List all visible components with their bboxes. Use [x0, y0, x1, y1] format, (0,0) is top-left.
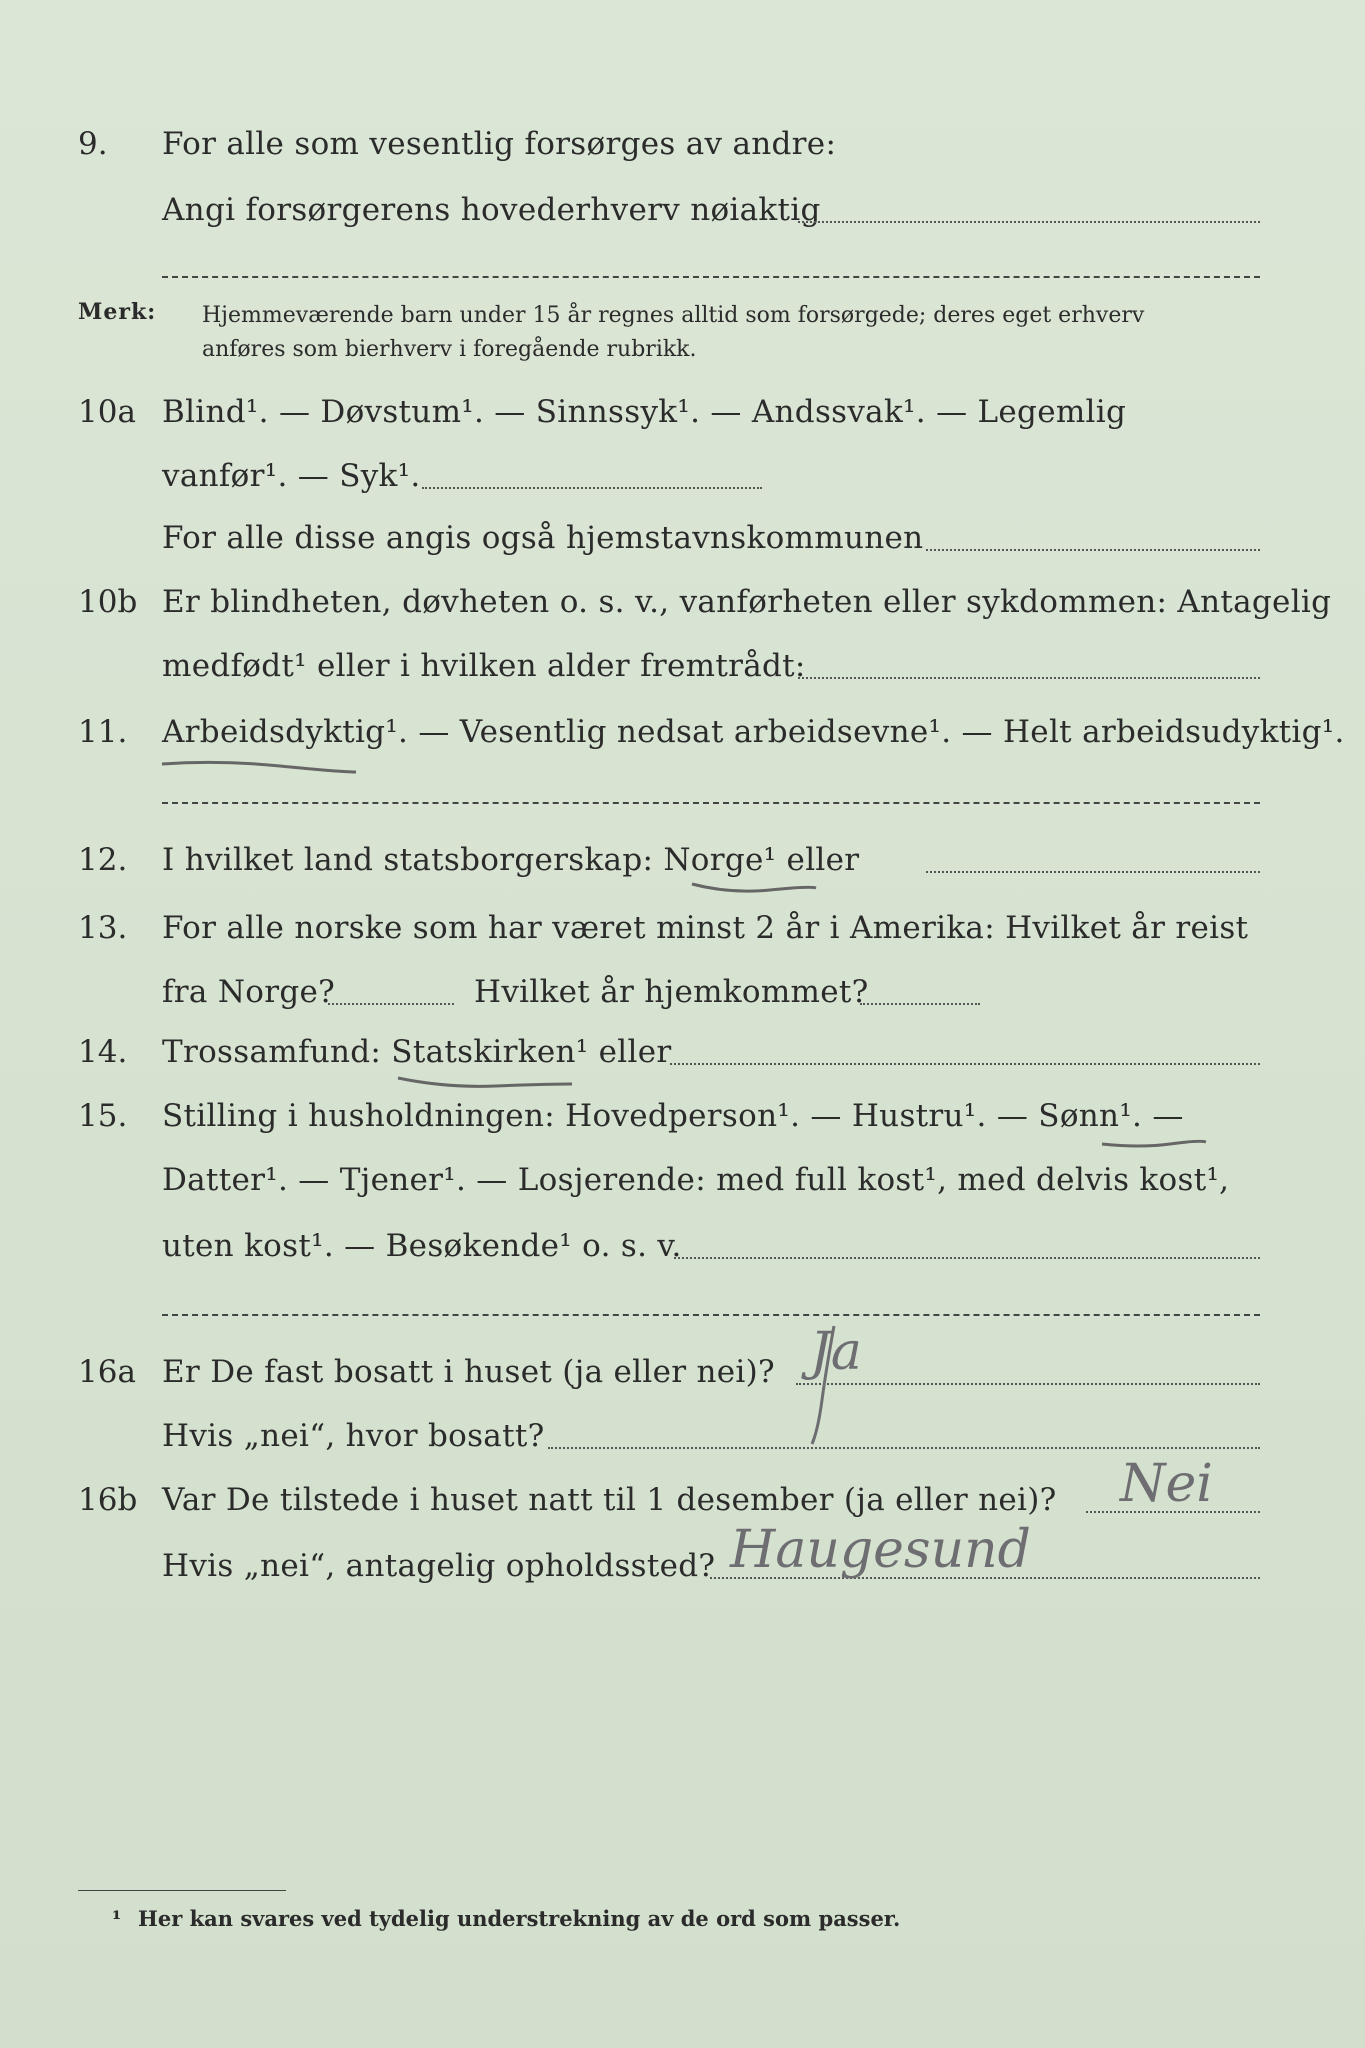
q11-number: 11. — [78, 714, 128, 750]
q10a-home-line — [926, 549, 1260, 551]
q15-number: 15. — [78, 1098, 128, 1134]
q14-handwritten-underline — [396, 1074, 576, 1090]
q16a-line2: Hvis „nei“, hvor bosatt? — [162, 1418, 545, 1454]
q16a-handwritten-stroke — [804, 1320, 844, 1450]
q11-handwritten-underline — [160, 756, 360, 776]
merk-label: Merk: — [78, 299, 157, 325]
q16b-line1: Var De tilstede i huset natt til 1 desember (ja eller nei)? — [162, 1482, 1057, 1518]
q12-handwritten-underline — [690, 880, 820, 896]
q15-separator — [162, 1314, 1260, 1316]
q13-hjemkommet-line — [860, 1003, 980, 1005]
q16b-handwritten-answer: Nei — [1120, 1454, 1213, 1514]
q16b-number: 16b — [78, 1482, 138, 1518]
q15-line2: Datter¹. — Tjener¹. — Losjerende: med full kost¹, med delvis kost¹, — [162, 1162, 1230, 1198]
q13-line1: For alle norske som har været minst 2 år i Amerika: Hvilket år reist — [162, 910, 1249, 946]
q10b-number: 10b — [78, 584, 138, 620]
q16a-handwritten-answer: Ja — [810, 1322, 862, 1382]
merk-line2: anføres som bierhverv i foregående rubrikk. — [202, 337, 697, 362]
q13-reist-line — [328, 1003, 454, 1005]
q14-line1: Trossamfund: Statskirken¹ eller — [162, 1034, 672, 1070]
q9-number: 9. — [78, 126, 108, 162]
q9-line1: For alle som vesentlig forsørges av andre: — [162, 126, 837, 162]
q13-line2a: fra Norge? — [162, 974, 336, 1010]
q16a-answer-line — [796, 1383, 1260, 1385]
q15-line3: uten kost¹. — Besøkende¹ o. s. v. — [162, 1228, 682, 1264]
q12-answer-line — [926, 871, 1260, 873]
q10b-line2: medfødt¹ eller i hvilken alder fremtrådt: — [162, 648, 806, 684]
merk-line1: Hjemmeværende barn under 15 år regnes alltid som forsørgede; deres eget erhverv — [202, 303, 1145, 328]
footnote-rule — [78, 1890, 286, 1891]
q10a-line2: vanfør¹. — Syk¹. — [162, 458, 421, 494]
q9-separator — [162, 276, 1260, 278]
q9-line2: Angi forsørgerens hovederhverv nøiaktig — [162, 192, 821, 228]
q11-separator — [162, 802, 1260, 804]
q11-line1: Arbeidsdyktig¹. — Vesentlig nedsat arbeidsevne¹. — Helt arbeidsudyktig¹. — [162, 714, 1345, 750]
q10a-answer-line — [422, 487, 762, 489]
q10a-number: 10a — [78, 394, 136, 430]
q15-answer-line — [674, 1257, 1260, 1259]
q12-line1: I hvilket land statsborgerskap: Norge¹ eller — [162, 842, 860, 878]
q16b-line2: Hvis „nei“, antagelig opholdssted? — [162, 1548, 716, 1584]
footnote-mark: ¹ — [112, 1906, 122, 1931]
q10a-line3: For alle disse angis også hjemstavnskommunen — [162, 520, 924, 556]
q16b-handwritten-place: Haugesund — [730, 1520, 1031, 1580]
q14-number: 14. — [78, 1034, 128, 1070]
q10a-line1: Blind¹. — Døvstum¹. — Sinnssyk¹. — Andssvak¹. — Legemlig — [162, 394, 1127, 430]
q12-number: 12. — [78, 842, 128, 878]
q15-handwritten-underline — [1100, 1136, 1210, 1152]
q16a-bosatt-line — [548, 1447, 1260, 1449]
q13-number: 13. — [78, 910, 128, 946]
q14-answer-line — [670, 1063, 1260, 1065]
q16a-line1: Er De fast bosatt i huset (ja eller nei)? — [162, 1354, 775, 1390]
q13-line2b: Hvilket år hjemkommet? — [474, 974, 869, 1010]
q9-answer-line — [798, 221, 1260, 223]
q15-line1: Stilling i husholdningen: Hovedperson¹. — Hustru¹. — Sønn¹. — — [162, 1098, 1184, 1134]
footnote-text: Her kan svares ved tydelig understrekning av de ord som passer. — [138, 1906, 901, 1931]
q16a-number: 16a — [78, 1354, 136, 1390]
q10b-line1: Er blindheten, døvheten o. s. v., vanførheten eller sykdommen: Antagelig — [162, 584, 1332, 620]
q10b-answer-line — [798, 677, 1260, 679]
